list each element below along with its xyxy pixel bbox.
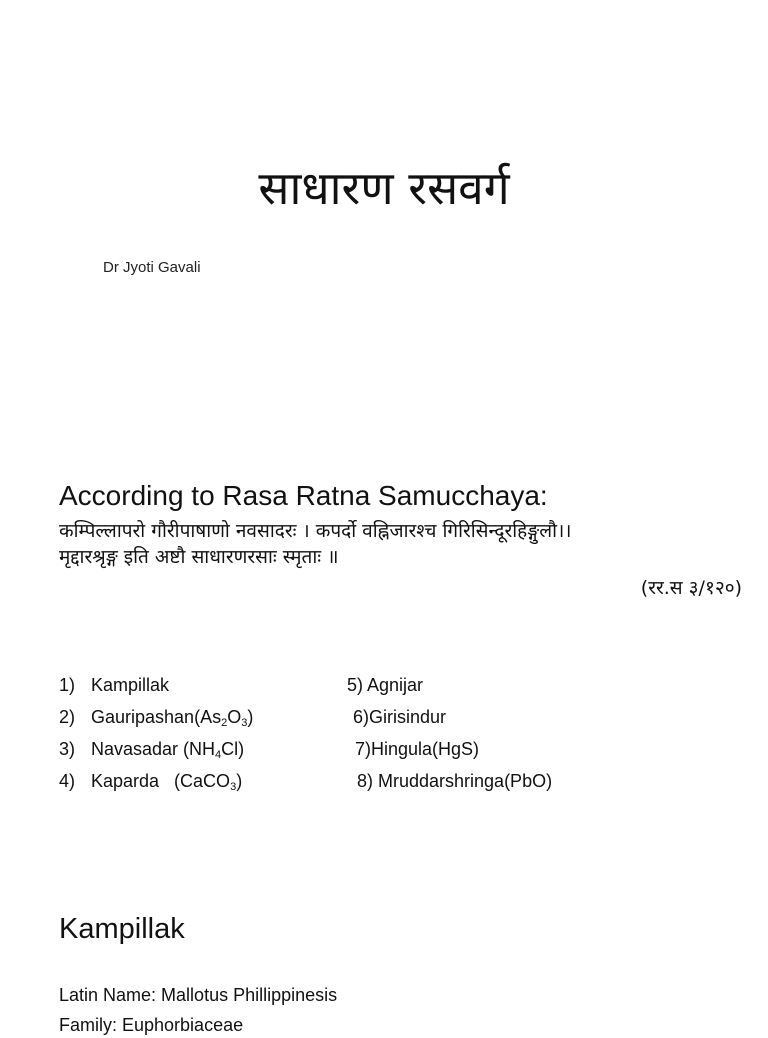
author-name: Dr Jyoti Gavali [103,259,201,276]
latin-name: Latin Name: Mallotus Phillippinesis [59,985,338,1005]
section-heading: According to Rasa Ratna Samucchaya: [59,480,548,511]
list-item [59,736,244,762]
list-item [59,672,169,698]
list-item: 7)Hingula(HgS) [355,739,480,759]
list-item: 6)Girisindur [353,707,447,727]
subscript: 3 [230,781,237,793]
list-item-text: ) [236,771,243,791]
verse-line-2: मृद्दारश्रृङ्ग इति अष्टौ साधारणरसाः स्मृताः ॥ [59,546,339,568]
list-item-text: Gauripashan(As [91,707,222,727]
verse-reference: (रर.स ३/१२०) [640,577,742,599]
list-item-text: O [227,707,242,727]
detail-heading: Kampillak [59,913,185,945]
list-item-number: 2) [59,707,76,727]
family-name: Family: Euphorbiaceae [59,1015,244,1035]
list-item [59,704,253,730]
verse-line-1: कम्पिल्लापरो गौरीपाषाणो नवसादरः । कपर्दो वह्निजारश्च गिरिसिन्दूरहिङ्गुलौ।। [59,520,572,542]
list-item-number: 4) [59,771,76,791]
list-item: 8) Mruddarshringa(PbO) [357,771,553,791]
list-item-number: 3) [59,739,76,759]
list-item-text: ) [247,707,254,727]
list-item: 5) Agnijar [347,675,424,695]
list-item-text: Kampillak [91,675,170,695]
rasa-list [0,672,768,812]
list-item [59,768,242,794]
subscript: 3 [241,717,248,729]
list-item-text: Kaparda (CaCO [91,771,231,791]
list-item-text: Navasadar (NH [91,739,216,759]
subscript: 4 [215,749,222,761]
list-item-text: Cl) [221,739,245,759]
subscript: 2 [221,717,228,729]
list-item-number: 1) [59,675,76,695]
slide-title: साधारण रसवर्ग [258,161,510,215]
